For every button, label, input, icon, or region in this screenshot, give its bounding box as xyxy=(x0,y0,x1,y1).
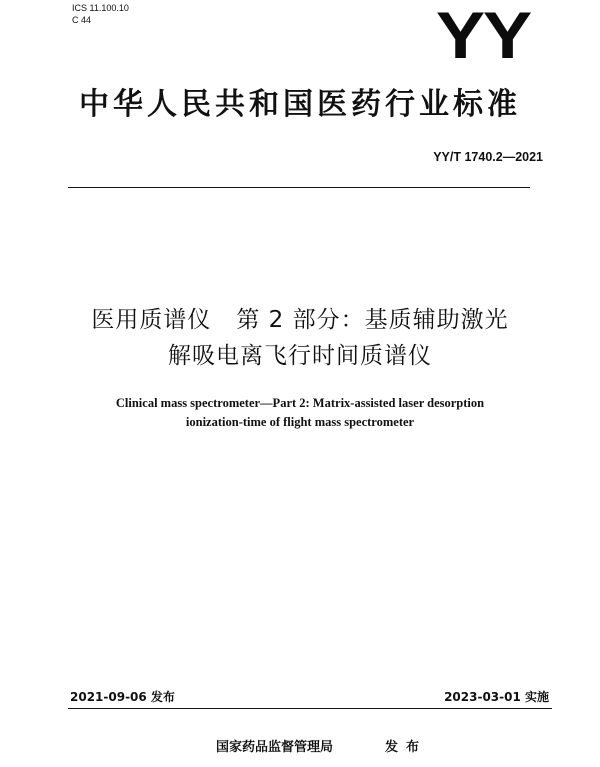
ics-code: ICS 11.100.10 xyxy=(72,3,129,13)
classification-code: C 44 xyxy=(72,15,92,25)
yy-logo: YY xyxy=(435,0,530,72)
release-date: 2021-09-06 发布 xyxy=(70,690,175,704)
issuing-authority: 国家药品监督管理局 xyxy=(216,740,334,755)
implementation-date: 2023-03-01 实施 xyxy=(444,690,549,704)
top-divider xyxy=(68,187,530,188)
title-en-line2: ionization-time of flight mass spectrometer xyxy=(185,415,415,429)
title-en-line1: Clinical mass spectrometer—Part 2: Matrix-assisted laser desorption xyxy=(115,396,485,410)
standard-number: YY/T 1740.2—2021 xyxy=(433,150,543,164)
title-cn-line1: 医用质谱仪 第 2 部分：基质辅助激光 xyxy=(91,307,509,333)
standard-category-title: 中华人民共和国医药行业标准 xyxy=(79,87,521,122)
issue-label: 发布 xyxy=(385,740,428,755)
title-cn-line2: 解吸电离飞行时间质谱仪 xyxy=(168,343,432,369)
bottom-divider xyxy=(68,708,552,709)
